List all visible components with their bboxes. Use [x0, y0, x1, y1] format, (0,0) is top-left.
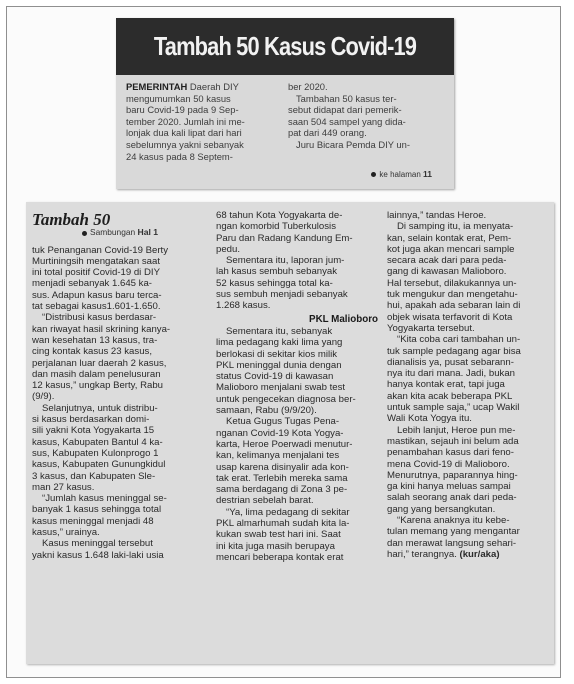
text-line: tuk mengukur dan mengetahu- — [387, 289, 518, 301]
text-line: berlokasi di sekitar kios milik — [216, 348, 338, 360]
text-line: mena Covid-19 di Malioboro. — [387, 458, 510, 470]
text-line: PKL meninggal dunia dengan — [216, 359, 342, 371]
text-line: penambahan kasus dari feno- — [387, 447, 514, 459]
headline: Tambah 50 Kasus Covid-19 — [153, 31, 417, 61]
text-line: si kasus berdasarkan domi- — [32, 414, 150, 426]
text-line: menjadi sebanyak 1.645 ka- — [32, 278, 152, 290]
text-line: man 27 kasus. — [32, 481, 95, 493]
text-line: lonjak dua kali lipat dari hari — [126, 127, 242, 139]
text-line: Paru dan Radang Kandung Em- — [216, 232, 353, 244]
column-2-text-a — [216, 210, 378, 312]
text-line: ini kita juga masih berupaya — [216, 540, 335, 552]
continued-note — [371, 169, 432, 179]
text-line: Lebih lanjut, Heroe pun me- — [397, 424, 516, 436]
text-line: mengumumkan 50 kasus — [126, 92, 231, 104]
text-line: Juru Bicara Pemda DIY un- — [296, 138, 410, 150]
text-line: gang yang bersangkutan. — [387, 503, 496, 515]
text-line: kasus,” urainya. — [32, 527, 100, 539]
text-line: pedu. — [216, 243, 241, 255]
text-line: Di samping itu, ia menyata- — [397, 221, 514, 233]
text-line: samaan, Rabu (9/9/20). — [216, 405, 317, 417]
text-line: secara acak dari para peda- — [387, 255, 507, 267]
text-line: Murtiningsih mengatakan saat — [32, 255, 160, 267]
text-line: ngan komorbid Tuberkulosis — [216, 221, 336, 233]
text-line: tak erat. Terlebih mereka sama — [216, 472, 348, 484]
text-line: “Ya, lima pedagang di sekitar — [226, 506, 350, 518]
text-line: Kasus meninggal tersebut — [42, 538, 153, 550]
text-line: 1.268 kasus. — [216, 300, 271, 312]
text-line: saan 504 sampel yang dida- — [288, 115, 406, 127]
text-line: “Distribusi kasus berdasar- — [42, 312, 157, 324]
text-line: 68 tahun Kota Yogyakarta de- — [216, 210, 343, 221]
text-line: 12 kasus,” ungkap Berty, Rabu — [32, 380, 164, 392]
text-line: kasus, Kabupaten Gunungkidul — [32, 459, 166, 471]
text-line: ber 2020. — [288, 81, 328, 92]
text-line: lima pedagang kaki lima yang — [216, 337, 343, 349]
text-line: ini total positif Covid-19 di DIY — [32, 267, 160, 279]
top-right-column — [288, 81, 446, 151]
text-line: kukan swab test hari ini. Saat — [216, 529, 341, 541]
text-line: untuk sample saja,” ucap Wakil — [387, 402, 520, 414]
text-line: nganan Covid-19 Kota Yogya- — [216, 427, 344, 439]
text-line: dan merawat langsung sehari- — [387, 537, 517, 549]
text-line: destrian sebelah barat. — [216, 495, 314, 507]
text-line: objek wisata terfavorit di Kota — [387, 311, 513, 323]
text-line: Sementara itu, laporan jum- — [226, 255, 345, 267]
text-line: Malioboro menjalani swab test — [216, 382, 346, 394]
column-3-text — [387, 210, 549, 560]
text-line: sus sembuh menjadi sebanyak — [216, 289, 348, 301]
text-line: Yogyakarta tersebut. — [387, 322, 475, 334]
text-line: status Covid-19 di kawasan — [216, 371, 334, 383]
text-line: hui, apakah ada sebaran lain di — [387, 300, 521, 312]
text-line: Tambahan 50 kasus ter- — [296, 92, 397, 104]
text-line: kot juga akan mencari sample — [387, 243, 515, 255]
text-line: wan kesehatan 13 kasus, tra- — [32, 334, 158, 346]
text-line: 52 kasus sehingga total ka- — [216, 277, 333, 289]
text-line: tember 2020. Jumlah ini me- — [126, 115, 245, 127]
text-line: sus. Adapun kasus baru terca- — [32, 289, 162, 301]
text-line: sama berdagang di Zona 3 pe- — [216, 484, 348, 496]
top-left-column — [126, 81, 286, 162]
text-line: untuk pengecekan diagnosa ber- — [216, 393, 356, 405]
text-line: dan masih dalam penelusuran — [32, 368, 161, 380]
bullet-icon — [371, 172, 376, 177]
text-line: tuk Penanganan Covid-19 Berty — [32, 244, 168, 256]
text-line: pat dari 449 orang. — [288, 127, 367, 139]
text-line: sus, Kabupaten Kulonprogo 1 — [32, 447, 159, 459]
headline-banner — [116, 18, 454, 75]
text-line: usap karena disinyalir ada kon- — [216, 461, 349, 473]
text-line: kasus, Kabupaten Bantul 4 ka- — [32, 436, 163, 448]
text-line: gang di kawasan Malioboro. — [387, 266, 507, 278]
text-line: sili yakni Kota Yogyakarta 15 — [32, 425, 155, 437]
byline-signature: (kur/aka) — [456, 548, 500, 560]
text-line: karta, Heroe Poerwadi menutur- — [216, 438, 353, 450]
text-line: sebelumnya yakni sebanyak — [126, 138, 244, 150]
text-line: (9/9). — [32, 391, 55, 403]
text-line: kan, kelimanya menjalani tes — [216, 450, 340, 462]
text-line: kan, selain kontak erat, Pem- — [387, 232, 512, 244]
text-line: 24 kasus pada 8 Septem- — [126, 150, 233, 162]
column-1-text — [32, 245, 194, 561]
text-line: hanya kontak erat, tapi juga — [387, 379, 505, 391]
continued-page: 11 — [423, 169, 432, 179]
text-line: hari,” terangnya. (kur/aka) — [387, 548, 500, 560]
lead-rest: Daerah DIY — [187, 81, 239, 92]
text-line: sebut didapat dari pemerik- — [288, 104, 402, 116]
column-2 — [216, 210, 378, 563]
text-line: lainnya,” tandas Heroe. — [387, 210, 487, 221]
text-line: yakni kasus 1.648 laki-laki usia — [32, 549, 164, 561]
text-line: baru Covid-19 pada 9 Sep- — [126, 104, 239, 116]
column-3 — [387, 210, 549, 560]
lead-word: PEMERINTAH — [126, 81, 188, 92]
text-line — [126, 81, 286, 93]
text-line: Wali Kota Yogya itu. — [387, 413, 472, 425]
bullet-icon — [82, 231, 87, 236]
text-line: 3 kasus, dan Kabupaten Sle- — [32, 470, 156, 482]
text-line: kasus meninggal menjadi 48 — [32, 515, 154, 527]
text-line: ga kini hanya meluas sampai — [387, 481, 511, 493]
column-2-text-b — [216, 326, 378, 563]
column-1 — [32, 210, 194, 561]
continuation-prefix: Sambungan — [90, 227, 136, 238]
text-line: Menurutnya, paparannya hing- — [387, 469, 518, 481]
continuation-page: Hal 1 — [137, 227, 159, 238]
text-line: “Karena anaknya itu kebe- — [397, 515, 510, 527]
text-line: mastikan, sejauh ini belum ada — [387, 435, 519, 447]
text-line: tat sebagai kasus1.601-1.650. — [32, 301, 161, 313]
text-line: “Jumlah kasus meninggal se- — [42, 493, 167, 505]
text-line: mencari beberapa kontak erat — [216, 551, 344, 563]
text-line: perjalanan luar daerah 2 kasus, — [32, 357, 167, 369]
continuation-note — [82, 227, 194, 238]
kicker-title: Tambah 50 — [32, 210, 111, 229]
text-line: tuk sample pedagang agar bisa — [387, 345, 521, 357]
text-line: Sementara itu, sebanyak — [226, 325, 333, 337]
text-line: kan riwayat hasil skrining kanya- — [32, 323, 171, 335]
text-line: banyak 1 kasus sehingga total — [32, 504, 162, 516]
main-clipping — [26, 202, 554, 664]
text-line: tulan memang yang mengantar — [387, 526, 520, 538]
text-line: “Kita coba cari tambahan un- — [397, 334, 521, 346]
text-line: Selanjutnya, untuk distribu- — [42, 402, 158, 414]
subheading: PKL Malioboro — [309, 313, 378, 325]
text-line: nya itu dari mana. Jadi, bukan — [387, 368, 515, 380]
continued-prefix: ke halaman — [379, 170, 421, 179]
text-line: akan kita acak beberapa PKL — [387, 390, 513, 402]
text-line: cing kontak kasus 23 kasus, — [32, 346, 152, 358]
text-line: Hal tersebut, dilakukannya un- — [387, 277, 517, 289]
text-line: dianalisis ya, pusat sebarann- — [387, 356, 514, 368]
text-line: salah seorang anak dari peda- — [387, 492, 517, 504]
top-clipping — [116, 18, 454, 189]
text-line: lah kasus sembuh sebanyak — [216, 266, 338, 278]
text-line: Ketua Gugus Tugas Pena- — [226, 416, 340, 428]
text-line: PKL almarhumah sudah kita la- — [216, 518, 350, 530]
